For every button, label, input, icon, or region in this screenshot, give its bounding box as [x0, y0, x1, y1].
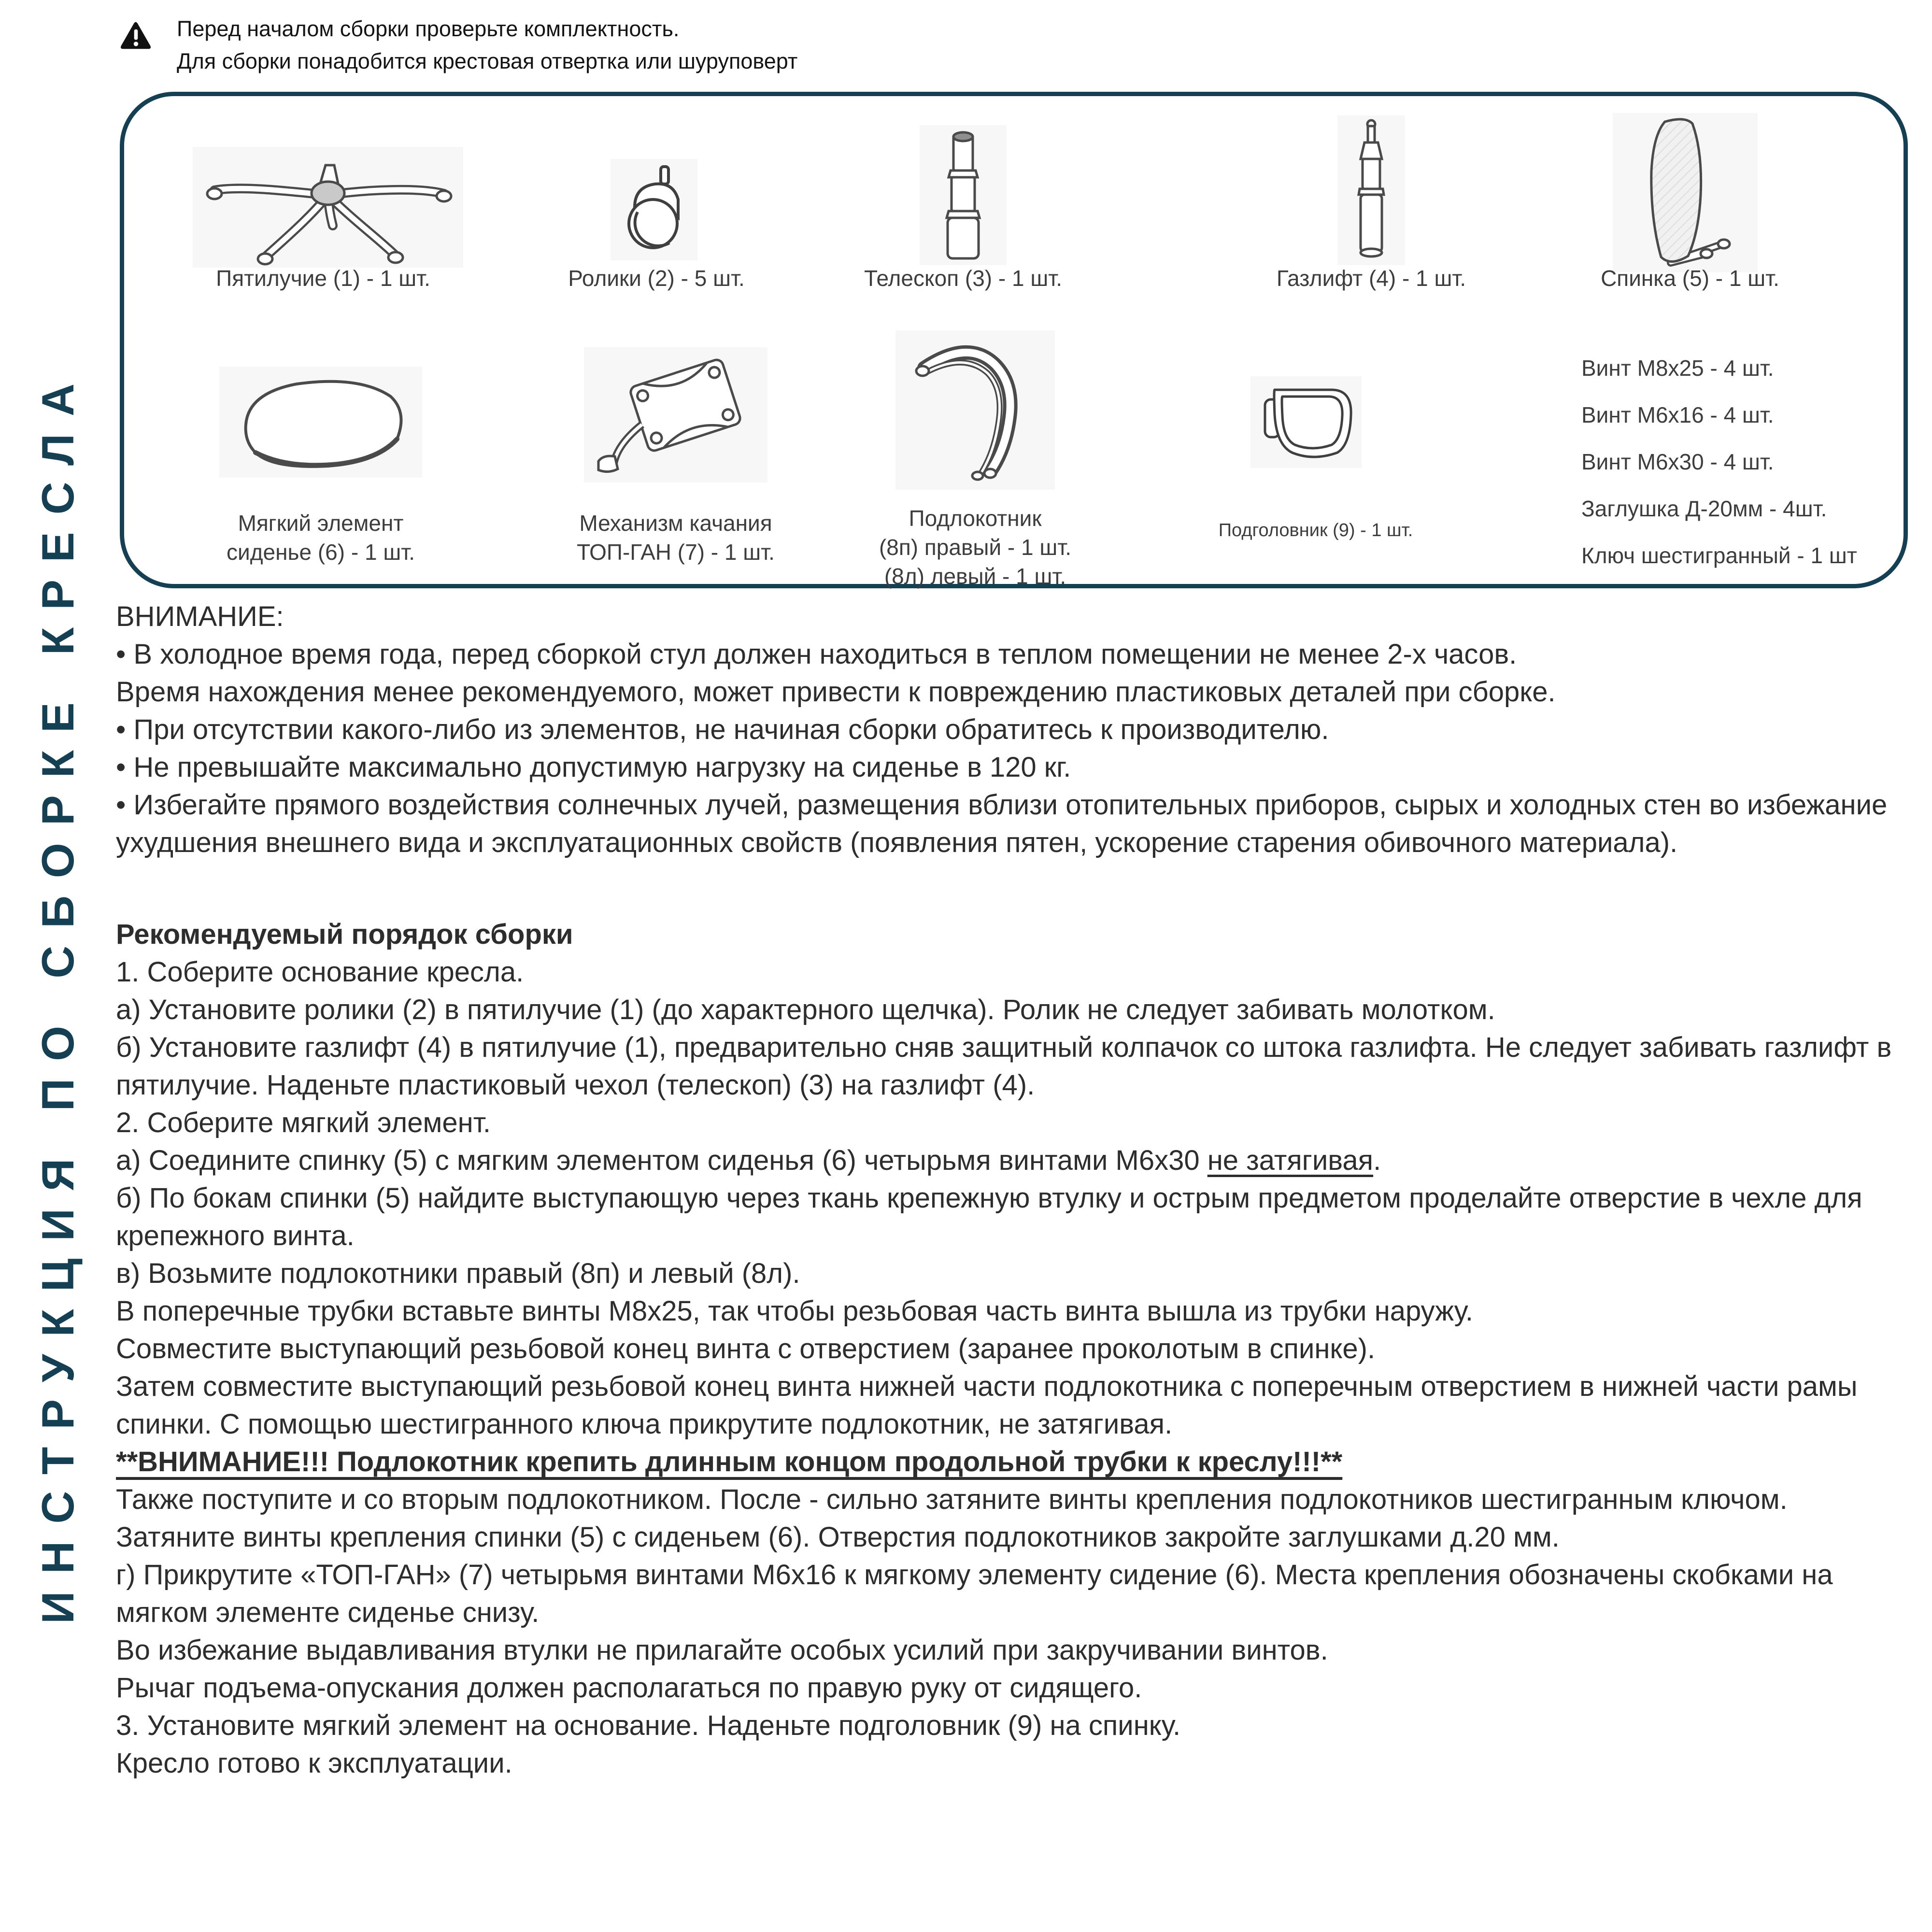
attention-item: • Не превышайте максимально допустимую нагрузку на сиденье в 120 кг.	[116, 752, 1071, 783]
armrest-illustration	[895, 330, 1055, 490]
underlined-note: не затягивая	[1207, 1145, 1374, 1176]
headrest-illustration	[1250, 376, 1362, 468]
assembly-instructions-text	[116, 598, 1903, 1782]
attention-title: ВНИМАНИЕ:	[116, 601, 284, 632]
top-warning-line2: Для сборки понадобится крестовая отвертка или шуруповерт	[177, 49, 798, 73]
step: б) Установите газлифт (4) в пятилучие (1), предварительно сняв защитный колпачок со штока газлифта. Не следует забивать газлифт в пятилучие. Наденьте пластиковый чехол (телескоп) (3) на газлифт (4).	[116, 1032, 1892, 1101]
part-label: Ролики (2) - 5 шт.	[568, 266, 745, 291]
armrest-warning: **ВНИМАНИЕ!!! Подлокотник крепить длинным концом продольной трубки к креслу!!!**	[116, 1446, 1343, 1477]
hardware-item: Винт М6х16 - 4 шт.	[1581, 402, 1774, 427]
part-label: Телескоп (3) - 1 шт.	[864, 266, 1063, 291]
step: б) По бокам спинки (5) найдите выступающую через ткань крепежную втулку и острым предметом проделайте отверстие в чехле для крепежного винта.	[116, 1182, 1862, 1251]
part-label: ТОП-ГАН (7) - 1 шт.	[577, 540, 775, 565]
part-label: Спинка (5) - 1 шт.	[1601, 266, 1779, 291]
step: а) Соедините спинку (5) с мягким элементом сиденья (6) четырьмя винтами М6х30 не затягивая.	[116, 1145, 1381, 1176]
order-title: Рекомендуемый порядок сборки	[116, 919, 573, 950]
hardware-item: Ключ шестигранный - 1 шт	[1581, 543, 1857, 568]
hardware-item: Винт М8х25 - 4 шт.	[1581, 355, 1774, 381]
part-label: Мягкий элемент	[238, 511, 404, 536]
part-label: Подлокотник	[909, 506, 1042, 531]
attention-item: • Избегайте прямого воздействия солнечных лучей, размещения вблизи отопительных приборов, сырых и холодных стен во избежание ухудшения внешнего вида и эксплуатационных свойств (появления пятен, ускорение старения обивочного материала).	[116, 789, 1888, 858]
step: Рычаг подъема-опускания должен располагаться по правую руку от сидящего.	[116, 1672, 1142, 1704]
step: Во избежание выдавливания втулки не прилагайте особых усилий при закручивании винтов.	[116, 1634, 1328, 1666]
side-title: ИНСТРУКЦИЯ ПО СБОРКЕ КРЕСЛА	[32, 366, 83, 1624]
part-label: Газлифт (4) - 1 шт.	[1276, 266, 1466, 291]
step: В поперечные трубки вставьте винты М8х25, так чтобы резьбовая часть винта вышла из трубки наружу.	[116, 1295, 1473, 1327]
step: Совместите выступающий резьбовой конец винта с отверстием (заранее проколотым в спинке).	[116, 1333, 1376, 1364]
hardware-list	[1581, 345, 1857, 579]
step: 1. Соберите основание кресла.	[116, 956, 524, 988]
step: Также поступите и со вторым подлокотником. После - сильно затяните винты крепления подлокотников шестигранным ключом. Затяните винты крепления спинки (5) с сиденьем (6). Отверстия подлокотников закройте заглушками д.20 мм.	[116, 1484, 1788, 1553]
tilt-mechanism-illustration	[584, 347, 767, 483]
gas-lift-illustration	[1337, 115, 1405, 265]
top-warning-line1: Перед началом сборки проверьте комплектность.	[177, 16, 680, 41]
caster-illustration	[611, 159, 697, 260]
five-star-base-illustration	[193, 147, 463, 268]
part-label: Пятилучие (1) - 1 шт.	[216, 266, 430, 291]
step: г) Прикрутите «ТОП-ГАН» (7) четырьмя винтами М6х16 к мягкому элементу сидение (6). Места крепления обозначены скобками на мягком элементе сиденье снизу.	[116, 1559, 1833, 1628]
seat-illustration	[219, 367, 422, 478]
part-label: Механизм качания	[579, 511, 772, 536]
warning-triangle-icon	[120, 20, 152, 53]
step: Затем совместите выступающий резьбовой конец винта нижней части подлокотника с поперечным отверстием в нижней части рамы спинки. С помощью шестигранного ключа прикрутите подлокотник, не затягивая.	[116, 1371, 1858, 1440]
attention-item: Время нахождения менее рекомендуемого, может привести к повреждению пластиковых деталей при сборке.	[116, 676, 1556, 708]
attention-item: • В холодное время года, перед сборкой стул должен находиться в теплом помещении не менее 2-х часов.	[116, 639, 1517, 670]
top-warning-text	[177, 13, 797, 77]
parts-box	[120, 92, 1908, 588]
telescope-illustration	[920, 125, 1007, 265]
hardware-item: Заглушка Д-20мм - 4шт.	[1581, 496, 1827, 521]
part-label: сиденье (6) - 1 шт.	[227, 540, 415, 565]
step: в) Возьмите подлокотники правый (8п) и левый (8л).	[116, 1258, 800, 1289]
top-warning	[120, 13, 797, 77]
part-label: (8л) левый - 1 шт.	[884, 564, 1066, 589]
step: а) Установите ролики (2) в пятилучие (1) (до характерного щелчка). Ролик не следует забивать молотком.	[116, 994, 1495, 1025]
final-note: Кресло готово к эксплуатации.	[116, 1747, 512, 1779]
hardware-item: Винт М6х30 - 4 шт.	[1581, 449, 1774, 474]
backrest-illustration	[1613, 113, 1758, 272]
step: 2. Соберите мягкий элемент.	[116, 1107, 491, 1138]
part-label: (8п) правый - 1 шт.	[879, 535, 1072, 560]
attention-item: • При отсутствии какого-либо из элементов, не начиная сборки обратитесь к производителю.	[116, 714, 1329, 745]
step: 3. Установите мягкий элемент на основание. Наденьте подголовник (9) на спинку.	[116, 1710, 1181, 1741]
part-label: Подголовник (9) - 1 шт.	[1218, 520, 1413, 540]
